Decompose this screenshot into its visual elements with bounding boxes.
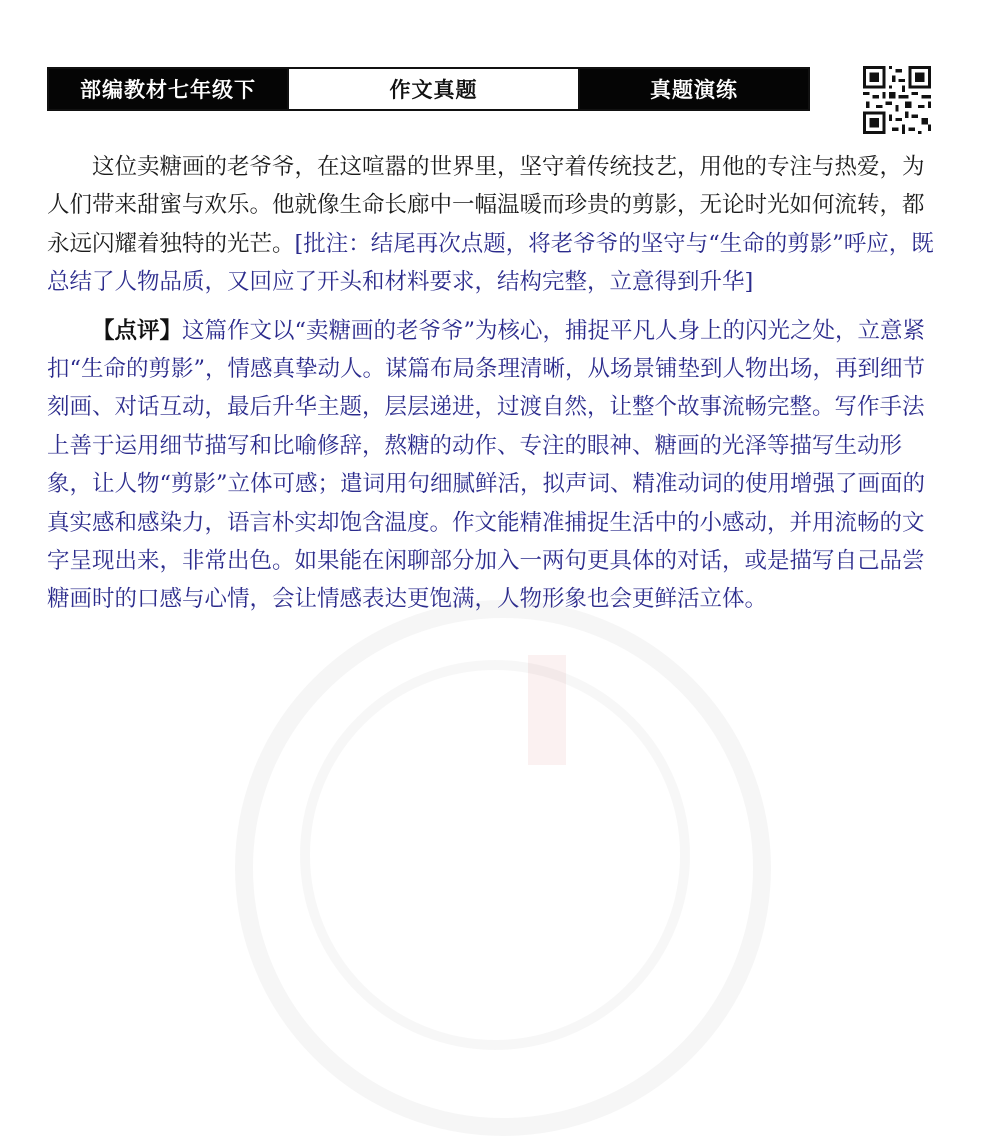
review-label: 【点评】 xyxy=(92,317,183,344)
header-textbook-label: 部编教材七年级下 xyxy=(49,69,287,109)
teacher-annotation: [批注：结尾再次点题，将老爷爷的坚守与“生命的剪影”呼应，既总结了人物品质，又回应了开头和材料要求，结构完整，立意得到升华] xyxy=(47,230,934,296)
qr-code-icon[interactable] xyxy=(862,66,932,134)
essay-ending-text: 这位卖糖画的老爷爷，在这喧嚣的世界里，坚守着传统技艺，用他的专注与热爱，为人们带来甜蜜与欢乐。他就像生命长廊中一幅温暖而珍贵的剪影，无论时光如何流转，都永远闪耀着独特的光芒。 xyxy=(47,154,925,257)
review-text: 这篇作文以“卖糖画的老爷爷”为核心，捕捉平凡人身上的闪光之处，立意紧扣“生命的剪影”，情感真挚动人。谋篇布局条理清晰，从场景铺垫到人物出场，再到细节刻画、对话互动，最后升华主题，层层递进，过渡自然，让整个故事流畅完整。写作手法上善于运用细节描写和比喻修辞，熬糖的动作、专注的眼神、糖画的光泽等描写生动形象，让人物“剪影”立体可感；遣词用句细腻鲜活，拟声词、精准动词的使用增强了画面的真实感和感染力，语言朴实却饱含温度。作文能精准捕捉生活中的小感动，并用流畅的文字呈现出来，非常出色。如果能在闲聊部分加入一两句更具体的对话，或是描写自己品尝糖画时的口感与心情，会让情感表达更饱满，人物形象也会更鲜活立体。 xyxy=(47,317,926,613)
essay-content xyxy=(47,148,942,619)
header-bar xyxy=(47,67,810,111)
review-paragraph xyxy=(47,312,942,619)
watermark-seal xyxy=(528,655,566,765)
background-watermark-inner xyxy=(300,660,690,1050)
header-practice-label: 真题演练 xyxy=(580,69,808,109)
background-watermark xyxy=(235,600,771,1136)
header-essay-label: 作文真题 xyxy=(287,69,580,109)
essay-ending-paragraph xyxy=(47,148,942,302)
